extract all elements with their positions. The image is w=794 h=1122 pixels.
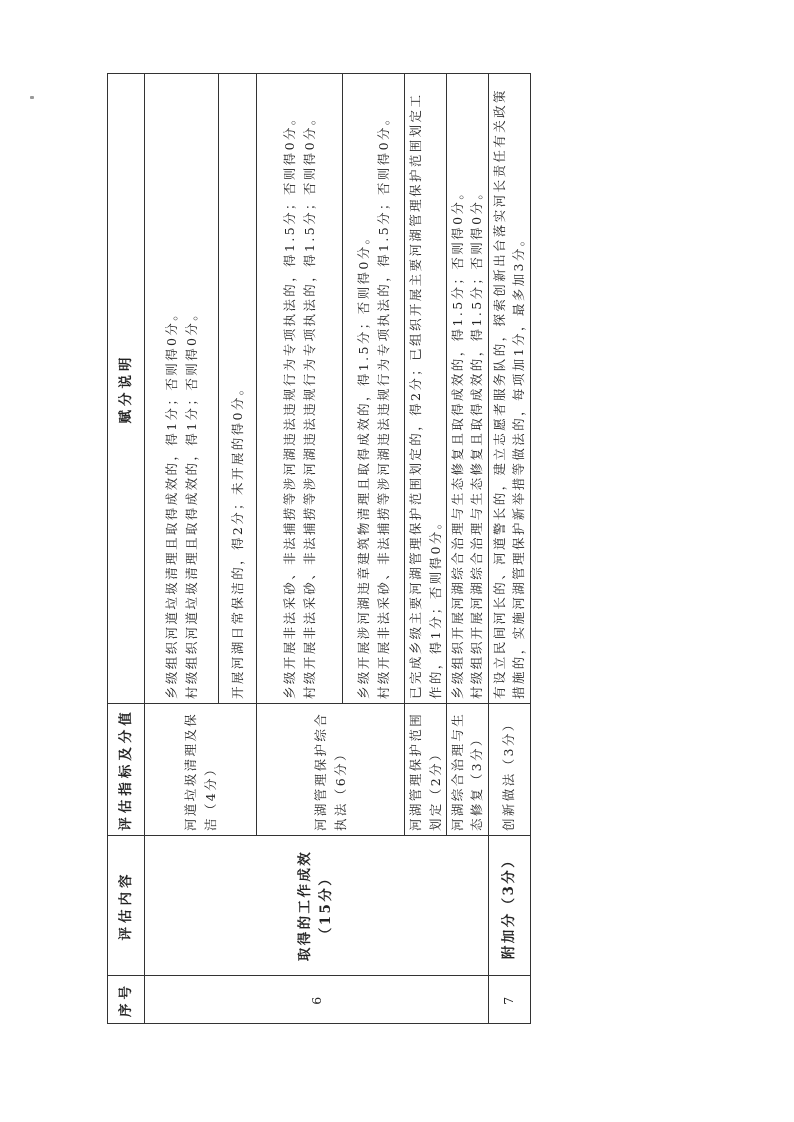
desc-line: 村级开展非法采砂、非法捕捞等涉河湖违法违规行为专项执法的，得1.5分；否则得0分。 <box>301 110 317 699</box>
desc-line: 有设立民间河长的、河道警长的，建立志愿者服务队的，探索创新出台落实河长责任有关政策措施的，实施河湖管理保护新举措等做法的，每项加1分，最多加3分。 <box>491 88 527 699</box>
desc-line: 村级开展非法采砂、非法捕捞等涉河湖违法违规行为专项执法的，得1.5分；否则得0分。 <box>375 110 391 699</box>
row6-desc-3 <box>405 74 447 704</box>
desc-line: 乡级组织开展河湖综合治理与生态修复且取得成效的，得1.5分；否则得0分。 <box>450 184 465 699</box>
desc-line: 村级组织开展河湖综合治理与生态修复且取得成效的，得1.5分；否则得0分。 <box>469 184 485 699</box>
rotated-page <box>107 74 527 1024</box>
row7-content: 附加分（3分） <box>488 836 530 976</box>
row7-seq: 7 <box>488 976 530 1024</box>
row6-indicator-1: 河道垃圾清理及保洁（4分） <box>145 704 257 836</box>
row7-desc <box>488 74 530 704</box>
row7-indicator: 创新做法（3分） <box>488 704 530 836</box>
header-seq: 序号 <box>108 976 145 1024</box>
table-row <box>145 74 219 1024</box>
desc-line: 乡级组织河道垃圾清理且取得成效的，得1分；否则得0分。 <box>164 305 180 699</box>
row6-desc-2a <box>257 74 343 704</box>
desc-line: 开展河湖日常保洁的，得2分；未开展的得0分。 <box>229 380 245 699</box>
row6-desc-1b <box>219 74 257 704</box>
desc-line: 已完成乡级主要河湖管理保护范围划定的，得2分；已组织开展主要河湖管理保护范围划定工作的，得1分；否则得0分。 <box>408 92 443 699</box>
table-row <box>488 74 530 1024</box>
row6-seq: 6 <box>145 976 489 1024</box>
header-scoring: 赋分说明 <box>108 74 145 704</box>
row6-desc-4 <box>447 74 489 704</box>
desc-line: 村级组织河道垃圾清理且取得成效的，得1分；否则得0分。 <box>183 305 199 699</box>
header-indicator: 评估指标及分值 <box>108 704 145 836</box>
evaluation-table <box>107 73 531 1024</box>
row6-desc-1a <box>145 74 219 704</box>
row6-indicator-2: 河湖管理保护综合执法（6分） <box>257 704 405 836</box>
desc-line: 乡级开展涉河湖违章建筑物清理且取得成效的，得1.5分；否则得0分。 <box>356 229 372 699</box>
row6-indicator-4: 河湖综合治理与生态修复（3分） <box>447 704 489 836</box>
header-content: 评估内容 <box>108 836 145 976</box>
scan-speck <box>30 96 34 99</box>
header-row <box>108 74 145 1024</box>
row6-content: 取得的工作成效（15分） <box>145 836 489 976</box>
row6-indicator-3: 河湖管理保护范围划定（2分） <box>405 704 447 836</box>
desc-line: 乡级开展非法采砂、非法捕捞等涉河湖违法违规行为专项执法的，得1.5分；否则得0分。 <box>282 110 298 699</box>
row6-desc-2b <box>343 74 405 704</box>
